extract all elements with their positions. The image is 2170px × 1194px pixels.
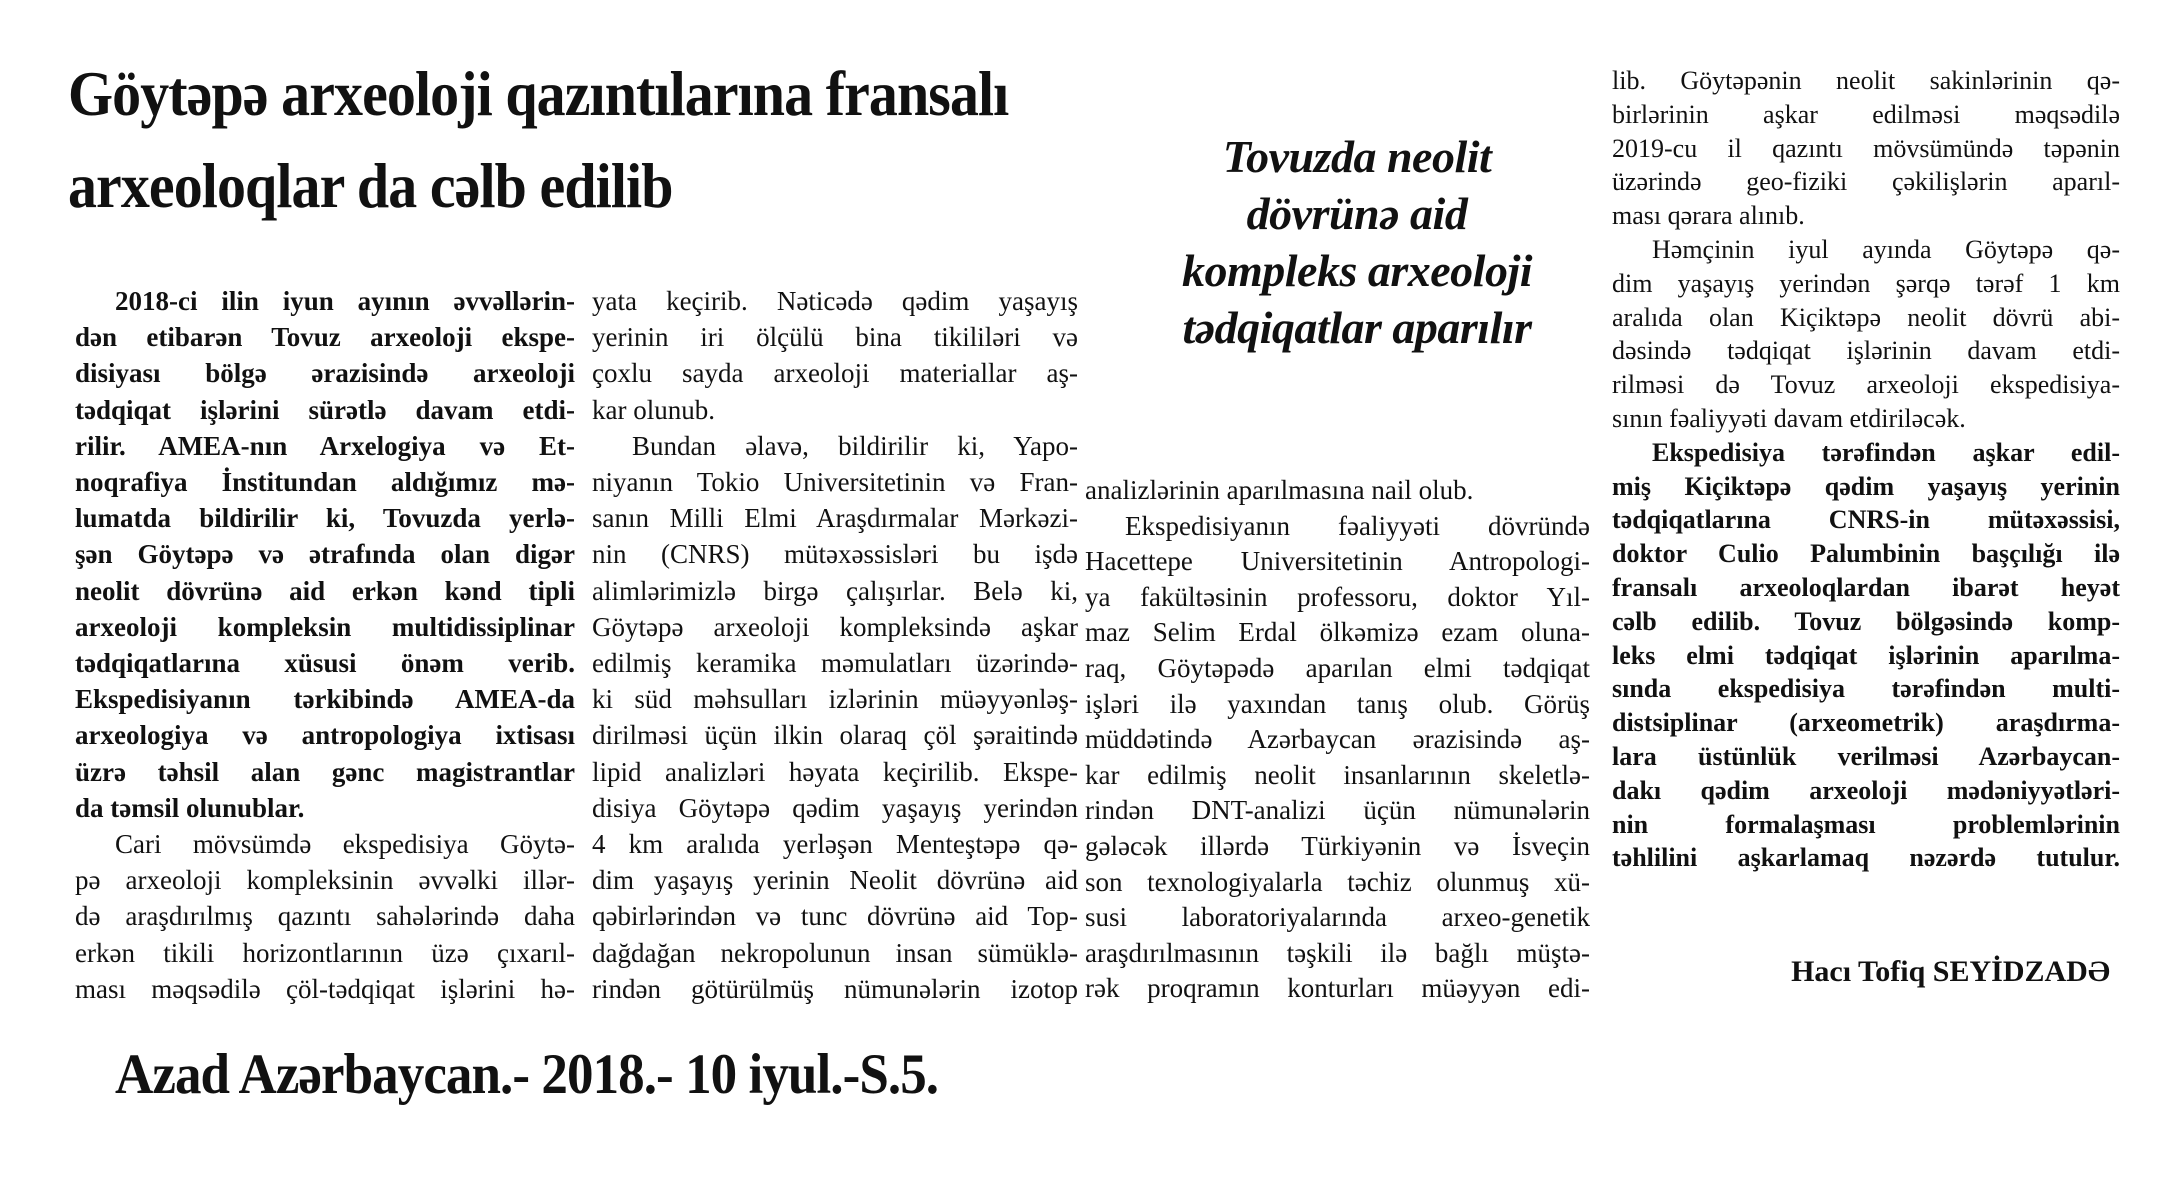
article-headline [68,48,1172,232]
text-line: noqrafiya İnstitundan aldığımız mə- [75,467,575,498]
text-line: doktor Culio Palumbinin başçılığı ilə [1612,539,2120,569]
subtitle-line-1: Tovuzda neolit [1222,131,1492,182]
text-line: ki süd məhsulları izlərinin müəyyənləş- [592,684,1078,715]
text-line: dəsində tədqiqat işlərinin davam etdi- [1612,336,2120,366]
text-line: dən etibarən Tovuz arxeoloji ekspe- [75,322,575,353]
article-subtitle [1078,128,1636,356]
text-line: distsiplinar (arxeometrik) araşdırma- [1612,708,2120,738]
subtitle-line-2: dövrünə aid [1246,188,1468,239]
text-line: erkən tikili horizontlarının üzə çıxarıl- [75,937,575,968]
text-line: son texnologiyalarla təchiz olunmuş xü- [1085,866,1590,897]
text-line: sanın Milli Elmi Araşdırmalar Mərkəzi- [592,503,1078,534]
text-line: işləri ilə yaxından tanış olub. Görüş [1085,688,1590,719]
author-byline: Hacı Tofiq SEYİDZADƏ [1791,955,2110,988]
text-line: aralıda olan Kiçiktəpə neolit dövrü abi- [1612,302,2120,332]
text-line: rindən DNT-analizi üçün nümunələrin [1085,795,1590,826]
text-column-3 [1085,473,1590,1007]
subtitle-line-4: tədqiqatlar aparılır [1182,302,1532,353]
text-line: Göytəpə arxeoloji kompleksində aşkar [592,611,1078,642]
text-line: ması qərara alınıb. [1612,201,1805,231]
text-line: nin (CNRS) mütəxəssisləri bu işdə [592,539,1078,570]
text-line: arxeoloji kompleksin multidissiplinar [75,611,575,642]
text-line: 2018-ci ilin iyun ayının əvvəllərin- [115,286,575,316]
source-citation: Azad Azərbaycan.- 2018.- 10 iyul.-S.5. [115,1043,939,1106]
text-line: lib. Göytəpənin neolit sakinlərinin qə- [1612,66,2120,95]
text-line: lumatda bildirilir ki, Tovuzda yerlə- [75,503,575,534]
text-line: tədqiqatlarına CNRS-in mütəxəssisi, [1612,505,2120,535]
text-line: neolit dövrünə aid erkən kənd tipli [75,575,575,606]
text-line: yata keçirib. Nəticədə qədim yaşayış [592,286,1078,316]
text-column-4 [1612,64,2120,875]
text-line: raq, Göytəpədə aparılan elmi tədqiqat [1085,652,1590,683]
text-line: kar olunub. [592,394,715,425]
headline-line-1: Göytəpə arxeoloji qazıntılarına fransalı [68,59,1009,129]
text-line: analizlərinin aparılmasına nail olub. [1085,475,1474,505]
text-line: Ekspedisiya tərəfindən aşkar edil- [1652,437,2120,467]
text-line: rilməsi də Tovuz arxeoloji ekspedisiya- [1612,370,2120,400]
text-line: müddətində Azərbaycan ərazisində aş- [1085,724,1590,755]
text-line: Cari mövsümdə ekspedisiya Göytə- [115,829,575,860]
text-line: cəlb edilib. Tovuz bölgəsində komp- [1612,606,2120,636]
text-line: ya fakültəsinin professoru, doktor Yıl- [1085,581,1590,612]
text-line: Hacettepe Universitetinin Antropologi- [1085,546,1590,577]
text-line: lipid analizləri həyata keçirilib. Ekspe- [592,756,1078,787]
text-line: nin formalaşması problemlərinin [1612,809,2120,839]
text-line: üzərində geo-fiziki çəkilişlərin aparıl- [1612,167,2120,197]
text-line: pə arxeoloji kompleksinin əvvəlki illər- [75,865,575,896]
text-line: sının fəaliyyəti davam etdiriləcək. [1612,403,1966,433]
text-line: leks elmi tədqiqat işlərinin aparılma- [1612,640,2120,670]
text-line: edilmiş keramika məmulatları üzərində- [592,648,1078,679]
text-line: ması məqsədilə çöl-tədqiqat işlərini hə- [75,973,575,1004]
text-line: qəbirlərindən və tunc dövrünə aid Top- [592,901,1078,932]
text-line: disiyası bölgə ərazisində arxeoloji [75,358,575,389]
text-line: dakı qədim arxeoloji mədəniyyətləri- [1612,775,2120,805]
text-line: dim yaşayış yerindən şərqə tərəf 1 km [1612,268,2120,298]
text-line: təhlilini aşkarlamaq nəzərdə tutulur. [1612,843,2120,873]
text-line: fransalı arxeoloqlardan ibarət heyət [1612,572,2120,602]
text-column-1 [75,283,575,1007]
text-line: də araşdırılmış qazıntı sahələrində daha [75,901,575,932]
text-line: gələcək illərdə Türkiyənin və İsveçin [1085,830,1590,861]
text-line: üzrə təhsil alan gənc magistrantlar [75,756,575,787]
text-line: çoxlu sayda arxeoloji materiallar aş- [592,358,1078,389]
text-line: araşdırılmasının təşkili ilə bağlı müştə- [1085,937,1590,968]
text-line: dim yaşayış yerinin Neolit dövrünə aid [592,865,1078,896]
text-line: kar edilmiş neolit insanlarının skeletlə- [1085,759,1590,790]
text-line: dağdağan nekropolunun insan sümüklə- [592,937,1078,968]
text-line: rindən götürülmüş nümunələrin izotop [592,973,1078,1004]
text-line: rək proqramın konturları müəyyən edi- [1085,973,1590,1004]
text-line: rilir. AMEA-nın Arxelogiya və Et- [75,430,575,461]
text-line: tədqiqatlarına xüsusi önəm verib. [75,648,575,679]
text-line: tədqiqat işlərini sürətlə davam etdi- [75,394,575,425]
text-line: alimlərimizlə birgə çalışırlar. Belə ki, [592,575,1078,606]
text-line: sında ekspedisiya tərəfindən multi- [1612,674,2120,704]
headline-line-2: arxeoloqlar da cəlb edilib [68,151,673,221]
text-line: susi laboratoriyalarında arxeo-genetik [1085,902,1590,933]
text-line: Ekspedisiyanın fəaliyyəti dövründə [1125,510,1590,541]
text-line: niyanın Tokio Universitetinin və Fran- [592,467,1078,498]
text-line: şən Göytəpə və ətrafında olan digər [75,539,575,570]
text-line: birlərinin aşkar edilməsi məqsədilə [1612,99,2120,129]
text-line: Ekspedisiyanın tərkibində AMEA-da [75,684,575,715]
text-line: arxeologiya və antropologiya ixtisası [75,720,575,751]
text-line: dirilməsi üçün ilkin olaraq çöl şəraitində [592,720,1078,751]
text-line: Bundan əlavə, bildirilir ki, Yapo- [632,430,1078,461]
text-line: 2019-cu il qazıntı mövsümündə təpənin [1612,133,2120,163]
text-line: Həmçinin iyul ayında Göytəpə qə- [1652,234,2120,264]
subtitle-line-3: kompleks arxeoloji [1181,245,1533,296]
text-line: lara üstünlük verilməsi Azərbaycan- [1612,741,2120,771]
text-line: yerinin iri ölçülü bina tikililəri və [592,322,1078,353]
text-column-2 [592,283,1078,1007]
text-line: disiya Göytəpə qədim yaşayış yerindən [592,792,1078,823]
text-line: da təmsil olunublar. [75,792,305,823]
text-line: maz Selim Erdal ölkəmizə ezam oluna- [1085,617,1590,648]
text-line: miş Kiçiktəpə qədim yaşayış yerinin [1612,471,2120,501]
text-line: 4 km aralıda yerləşən Menteştəpə qə- [592,829,1078,860]
